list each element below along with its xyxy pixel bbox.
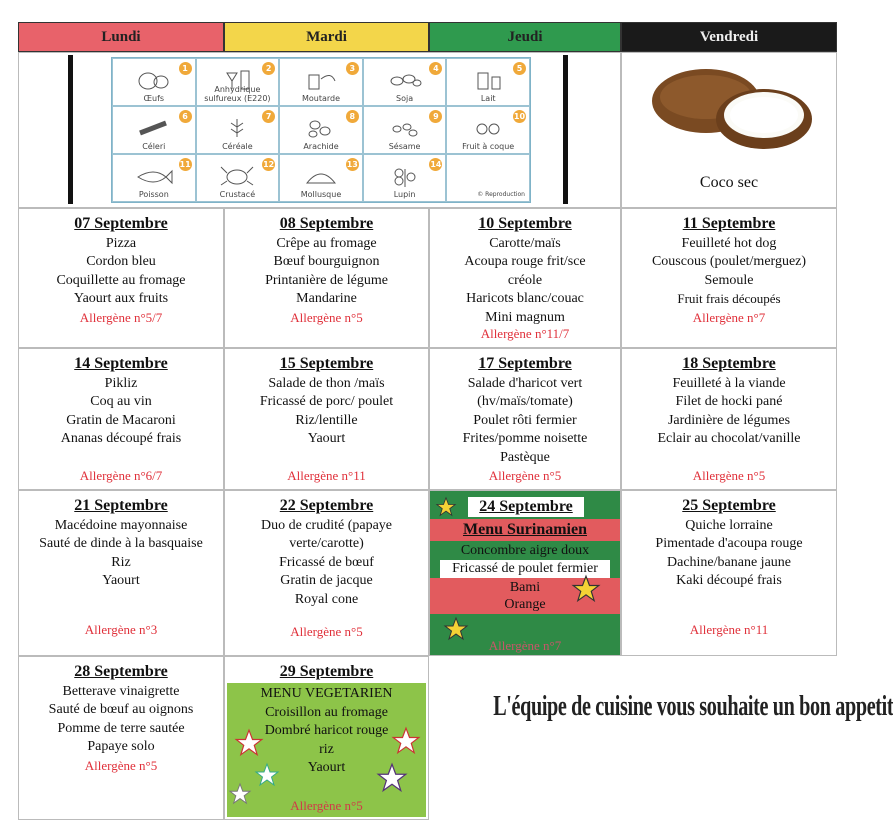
allergen-note: Allergène n°5 xyxy=(84,757,158,773)
menu-item: Riz xyxy=(111,554,131,570)
coco-label: Coco sec xyxy=(699,174,759,191)
allergen-number-badge: 9 xyxy=(429,110,442,123)
date-label: 08 Septembre xyxy=(279,215,374,232)
menu-item: Fruit frais découpés xyxy=(677,291,781,306)
allergen-note: Allergène n°5 xyxy=(488,468,562,483)
allergen-icon xyxy=(301,69,341,91)
allergen-cell xyxy=(196,106,280,154)
menu-item: Bœuf bourguignon xyxy=(273,254,380,269)
header-lundi: Lundi xyxy=(18,22,224,52)
coco-cell xyxy=(621,52,837,208)
day-cell xyxy=(18,490,224,656)
menu-item: Couscous (poulet/merguez) xyxy=(651,254,807,269)
day-cell xyxy=(621,490,837,656)
day-cell xyxy=(621,208,837,348)
day-cell xyxy=(224,490,429,656)
allergen-number-badge: 4 xyxy=(429,62,442,75)
date-label: 22 Septembre xyxy=(279,497,374,514)
date-label: 29 Septembre xyxy=(279,663,374,680)
star-icon xyxy=(392,727,420,755)
star-icon xyxy=(377,763,407,793)
allergen-label: Fruit à coque xyxy=(462,142,515,151)
menu-item: Duo de crudité (papaye xyxy=(261,517,392,533)
allergen-cell xyxy=(446,58,530,106)
allergen-note: Allergène n°11 xyxy=(287,467,366,483)
menu-item: Poulet rôti fermier xyxy=(473,412,577,428)
allergen-note: Allergène n°5 xyxy=(692,467,766,483)
menu-item: Riz/lentille xyxy=(295,412,358,428)
date-label: 11 Septembre xyxy=(682,215,776,232)
menu-item: Yaourt xyxy=(102,573,140,588)
header-vendredi: Vendredi xyxy=(621,22,837,52)
menu-item: Yaourt aux fruits xyxy=(73,291,169,306)
menu-item: Frites/pomme noisette xyxy=(462,431,588,446)
menu-item: Quiche lorraine xyxy=(685,517,773,533)
menu-item: Betterave vinaigrette xyxy=(62,683,180,699)
menu-item: Yaourt xyxy=(307,431,346,446)
menu-item: Fricassé de bœuf xyxy=(279,554,374,570)
menu-item: Orange xyxy=(504,597,546,612)
allergen-cell xyxy=(279,58,363,106)
allergen-icon xyxy=(301,117,341,139)
allergen-number-badge: 5 xyxy=(513,62,526,75)
menu-item: Gratin de jacque xyxy=(280,573,373,588)
allergen-number-badge: 12 xyxy=(263,160,275,169)
allergen-icon xyxy=(385,117,425,139)
date-label: 18 Septembre xyxy=(682,355,776,372)
allergen-note: Allergène n°5 xyxy=(290,797,363,813)
date-label: 10 Septembre xyxy=(478,215,572,232)
allergen-grid xyxy=(111,57,531,203)
allergen-note: Allergène n°5 xyxy=(290,624,363,639)
menu-item: Acoupa rouge frit/sce xyxy=(464,254,586,269)
allergen-number-badge: 7 xyxy=(262,110,275,123)
star-icon xyxy=(229,783,251,805)
menu-item: Ananas découpé frais xyxy=(60,431,182,446)
allergen-label: Arachide xyxy=(303,142,339,151)
menu-item: Eclair au chocolat/vanille xyxy=(657,431,801,446)
allergen-cell xyxy=(446,106,530,154)
star-icon xyxy=(255,763,279,787)
allergen-icon xyxy=(468,165,508,187)
allergen-label: Œufs xyxy=(143,94,165,103)
allergen-label: Céréale xyxy=(222,142,253,151)
menu-item: Bami xyxy=(509,580,541,595)
date-label: 21 Septembre xyxy=(74,497,168,514)
menu-item: Royal cone xyxy=(294,591,359,607)
menu-item: Haricots blanc/couac xyxy=(466,291,584,306)
allergen-cell xyxy=(112,58,196,106)
allergen-cell xyxy=(112,154,196,202)
star-icon xyxy=(436,497,456,517)
allergen-icon xyxy=(301,165,341,187)
day-cell-vegetarien xyxy=(224,656,429,820)
menu-item: Pomme de terre sautée xyxy=(57,720,185,736)
menu-item: Yaourt xyxy=(307,760,346,775)
date-label: 15 Septembre xyxy=(279,355,374,372)
menu-item: Mini magnum xyxy=(485,309,565,325)
star-icon xyxy=(444,617,468,641)
menu-item: Gratin de Macaroni xyxy=(66,412,176,428)
allergen-number-badge: 13 xyxy=(346,160,358,169)
menu-item: Filet de hocki pané xyxy=(675,394,783,409)
menu-item: Sauté de dinde à la basquaise xyxy=(39,536,203,551)
allergen-cell xyxy=(446,154,530,202)
allergen-note: Allergène n°5 xyxy=(290,309,363,325)
allergen-icon xyxy=(217,117,257,139)
coconut-image xyxy=(644,63,814,153)
menu-item: Carotte/maïs xyxy=(489,235,561,251)
day-cell xyxy=(18,348,224,490)
allergen-icon xyxy=(134,69,174,91)
menu-item: Crêpe au fromage xyxy=(276,235,377,251)
menu-item: Mandarine xyxy=(296,291,357,306)
allergen-label: Crustacé xyxy=(219,190,256,199)
allergen-icon xyxy=(385,165,425,187)
allergen-note: Allergène n°6/7 xyxy=(79,467,163,483)
allergen-icon xyxy=(134,165,174,187)
allergen-label: Lupin xyxy=(393,190,416,199)
allergen-cell xyxy=(279,154,363,202)
menu-item: créole xyxy=(507,272,543,288)
date-label: 25 Septembre xyxy=(682,497,776,514)
allergen-label: Sésame xyxy=(388,142,421,151)
allergen-number-badge: 3 xyxy=(346,62,359,75)
menu-item: Croisillon au fromage xyxy=(265,704,388,720)
menu-item: (hv/maïs/tomate) xyxy=(477,394,573,409)
menu-item: Macédoine mayonnaise xyxy=(54,517,188,533)
allergen-note: Allergène n°7 xyxy=(488,638,562,653)
day-cell xyxy=(224,208,429,348)
menu-item: Sauté de bœuf au oignons xyxy=(48,702,194,717)
day-cell xyxy=(18,656,224,820)
allergen-note: Allergène n°7 xyxy=(692,309,766,325)
star-icon xyxy=(572,575,600,603)
menu-item: Pastèque xyxy=(500,449,550,465)
menu-item: Semoule xyxy=(704,272,754,288)
day-cell xyxy=(429,348,621,490)
date-label: 24 Septembre xyxy=(468,497,584,517)
menu-item: Concombre aigre doux xyxy=(460,543,590,558)
day-cell-surinamien xyxy=(429,490,621,656)
menu-item: Printanière de légume xyxy=(265,272,388,288)
menu-item: Salade de thon /maïs xyxy=(268,375,385,391)
menu-item: Pimentade d'acoupa rouge xyxy=(655,536,803,551)
allergen-number-badge: 2 xyxy=(262,62,275,75)
allergen-number-badge: 14 xyxy=(430,160,442,169)
menu-item: Fricassé de porc/ poulet xyxy=(259,394,394,409)
allergen-label: Poisson xyxy=(138,190,169,199)
allergen-note: Allergène n°3 xyxy=(84,621,158,637)
allergen-number-badge: 10 xyxy=(513,112,526,121)
menu-item: Pizza xyxy=(105,235,137,251)
allergen-label: Lait xyxy=(480,94,496,103)
menu-item: Papaye solo xyxy=(87,739,155,754)
date-label: 14 Septembre xyxy=(74,355,168,372)
day-cell xyxy=(224,348,429,490)
allergen-icon xyxy=(468,117,508,139)
day-cell xyxy=(621,348,837,490)
allergen-label: © Reproduction xyxy=(477,191,525,198)
date-label: 17 Septembre xyxy=(478,355,572,372)
menu-item: Pikliz xyxy=(104,375,138,391)
allergen-number-badge: 11 xyxy=(179,160,191,169)
menu-item: riz xyxy=(319,741,334,757)
allergen-icon xyxy=(217,165,257,187)
header-jeudi: Jeudi xyxy=(429,22,621,52)
allergen-cell xyxy=(112,106,196,154)
menu-item: Feuilleté hot dog xyxy=(681,235,777,251)
allergen-label: Moutarde xyxy=(301,94,341,103)
menu-item: Coq au vin xyxy=(90,394,152,409)
allergen-label: Soja xyxy=(396,94,414,103)
menu-item: Fricassé de poulet fermier xyxy=(440,560,610,578)
allergen-cell xyxy=(363,106,447,154)
header-mardi: Mardi xyxy=(224,22,429,52)
allergen-icon xyxy=(385,69,425,91)
allergen-cell xyxy=(363,154,447,202)
day-cell xyxy=(429,208,621,348)
allergen-cell xyxy=(279,106,363,154)
allergen-note: Allergène n°5/7 xyxy=(79,309,163,325)
allergen-note: Allergène n°11 xyxy=(689,621,769,637)
allergen-number-badge: 8 xyxy=(346,110,359,123)
allergen-number-badge: 6 xyxy=(179,110,192,123)
allergen-number-badge: 1 xyxy=(179,62,192,75)
allergen-note: Allergène n°11/7 xyxy=(480,326,570,341)
date-label: 28 Septembre xyxy=(74,663,168,680)
menu-item: Coquillette au fromage xyxy=(56,272,186,288)
menu-title: MENU VEGETARIEN xyxy=(260,686,393,701)
menu-title: Menu Surinamien xyxy=(430,519,620,541)
star-icon xyxy=(235,729,263,757)
menu-item: verte/carotte) xyxy=(289,536,364,551)
menu-item: Feuilleté à la viande xyxy=(672,375,786,391)
allergen-table xyxy=(68,55,568,204)
menu-item: Dombré haricot rouge xyxy=(264,723,389,738)
menu-item: Cordon bleu xyxy=(86,254,156,269)
menu-item: Salade d'haricot vert xyxy=(467,375,583,391)
closing-message: L'équipe de cuisine vous souhaite un bon appetit xyxy=(493,691,893,722)
day-cell xyxy=(18,208,224,348)
menu-item: Dachine/banane jaune xyxy=(667,554,791,570)
menu-item: Kaki découpé frais xyxy=(676,573,782,588)
date-label: 07 Septembre xyxy=(74,215,168,232)
allergen-label: Céleri xyxy=(142,142,166,151)
vegetarian-box xyxy=(227,683,426,817)
allergen-cell xyxy=(363,58,447,106)
allergen-cell xyxy=(196,58,280,106)
allergen-icon xyxy=(468,69,508,91)
allergen-cell xyxy=(196,154,280,202)
allergen-label: Mollusque xyxy=(300,190,342,199)
menu-item: Jardinière de légumes xyxy=(667,412,791,428)
allergen-label: Anhydrique sulfureux (E220) xyxy=(204,85,271,103)
allergen-icon xyxy=(134,117,174,139)
